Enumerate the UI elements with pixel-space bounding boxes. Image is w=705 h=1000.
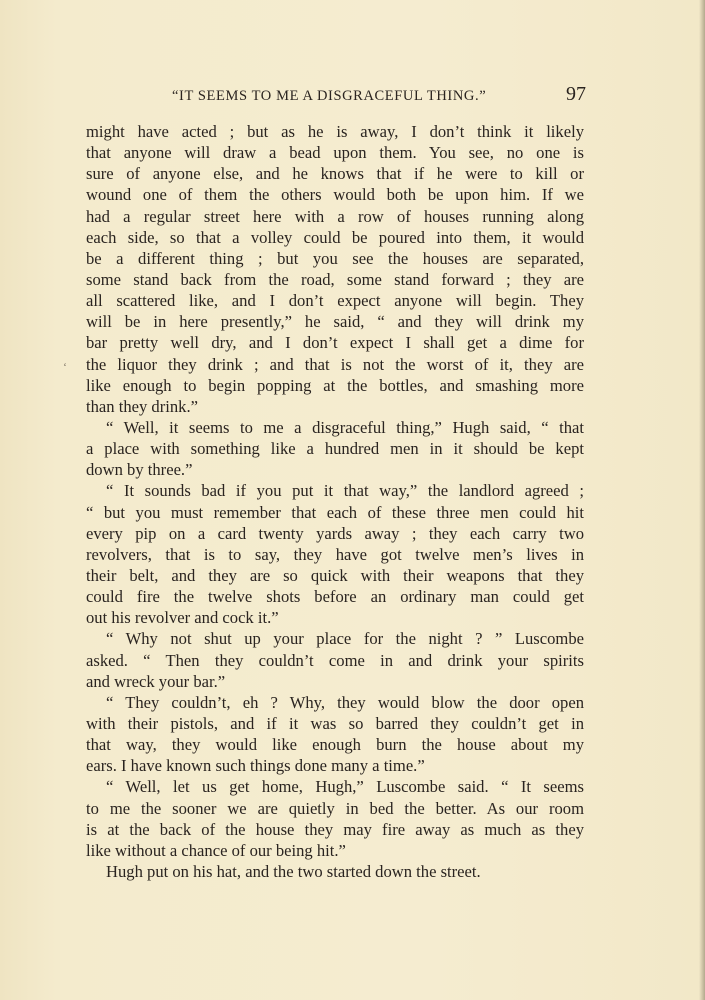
text-line: down by three.” [86,460,193,480]
text-line: all scattered like, and I don’t expect anyone will begin. They [86,291,584,311]
text-line: some stand back from the road, some stand forward ; they are [86,269,584,289]
text-line: bar pretty well dry, and I don’t expect I shall get a dime for [86,333,584,353]
text-line: that way, they would like enough burn the house about my [86,735,584,755]
text-line: might have acted ; but as he is away, I don’t think it likely [86,122,584,141]
text-line: than they drink.” [86,396,198,416]
text-line: the liquor they drink ; and that is not the worst of it, they are [86,354,584,374]
text-line: wound one of them the others would both be upon him. If we [86,185,584,205]
text-line: their belt, and they are so quick with their weapons that they [86,565,584,585]
text-line: be a different thing ; but you see the houses are separated, [86,248,584,268]
text-line: revolvers, that is to say, they have got twelve men’s lives in [86,544,584,564]
text-line: with their pistols, and if it was so barred they couldn’t get in [86,713,584,733]
running-head [86,83,586,112]
text-line: and wreck your bar.” [86,671,226,691]
text-line: “ Well, it seems to me a disgraceful thing,” Hugh said, “ that [106,417,584,437]
running-title: “IT SEEMS TO ME A DISGRACEFUL THING.” [172,88,487,104]
page-number: 97 [566,83,586,105]
text-line: like enough to begin popping at the bottles, and smashing more [86,375,584,395]
text-line: Hugh put on his hat, and the two started down the street. [106,861,481,881]
text-line: sure of anyone else, and he knows that if he were to kill or [86,164,584,184]
text-line: is at the back of the house they may fire away as much as they [86,819,584,839]
text-line: to me the sooner we are quietly in bed the better. As our room [86,798,584,818]
text-line: had a regular street here with a row of houses running along [86,206,584,226]
text-line: “ Why not shut up your place for the night ? ” Luscombe [106,629,584,649]
text-line: “ but you must remember that each of these three men could hit [86,502,584,522]
text-line: that anyone will draw a bead upon them. You see, no one is [86,143,584,163]
text-line: a place with something like a hundred men in it should be kept [86,439,584,459]
text-line: “ It sounds bad if you put it that way,” the landlord agreed ; [106,481,584,501]
text-line: “ Well, let us get home, Hugh,” Luscombe said. “ It seems [106,777,584,797]
text-line: every pip on a card twenty yards away ; they each carry two [86,523,584,543]
margin-mark: ‘ [63,360,67,374]
text-line: will be in here presently,” he said, “ and they will drink my [86,312,584,332]
page-edge-shadow [699,0,705,1000]
text-line: asked. “ Then they couldn’t come in and drink your spirits [86,650,584,670]
text-line: could fire the twelve shots before an ordinary man could get [86,587,584,607]
text-line: out his revolver and cock it.” [86,608,279,628]
body-text [86,121,584,882]
text-line: “ They couldn’t, eh ? Why, they would blow the door open [106,692,584,712]
text-line: each side, so that a volley could be poured into them, it would [86,227,584,247]
text-line: like without a chance of our being hit.” [86,840,346,860]
text-line: ears. I have known such things done many a time.” [86,756,425,776]
